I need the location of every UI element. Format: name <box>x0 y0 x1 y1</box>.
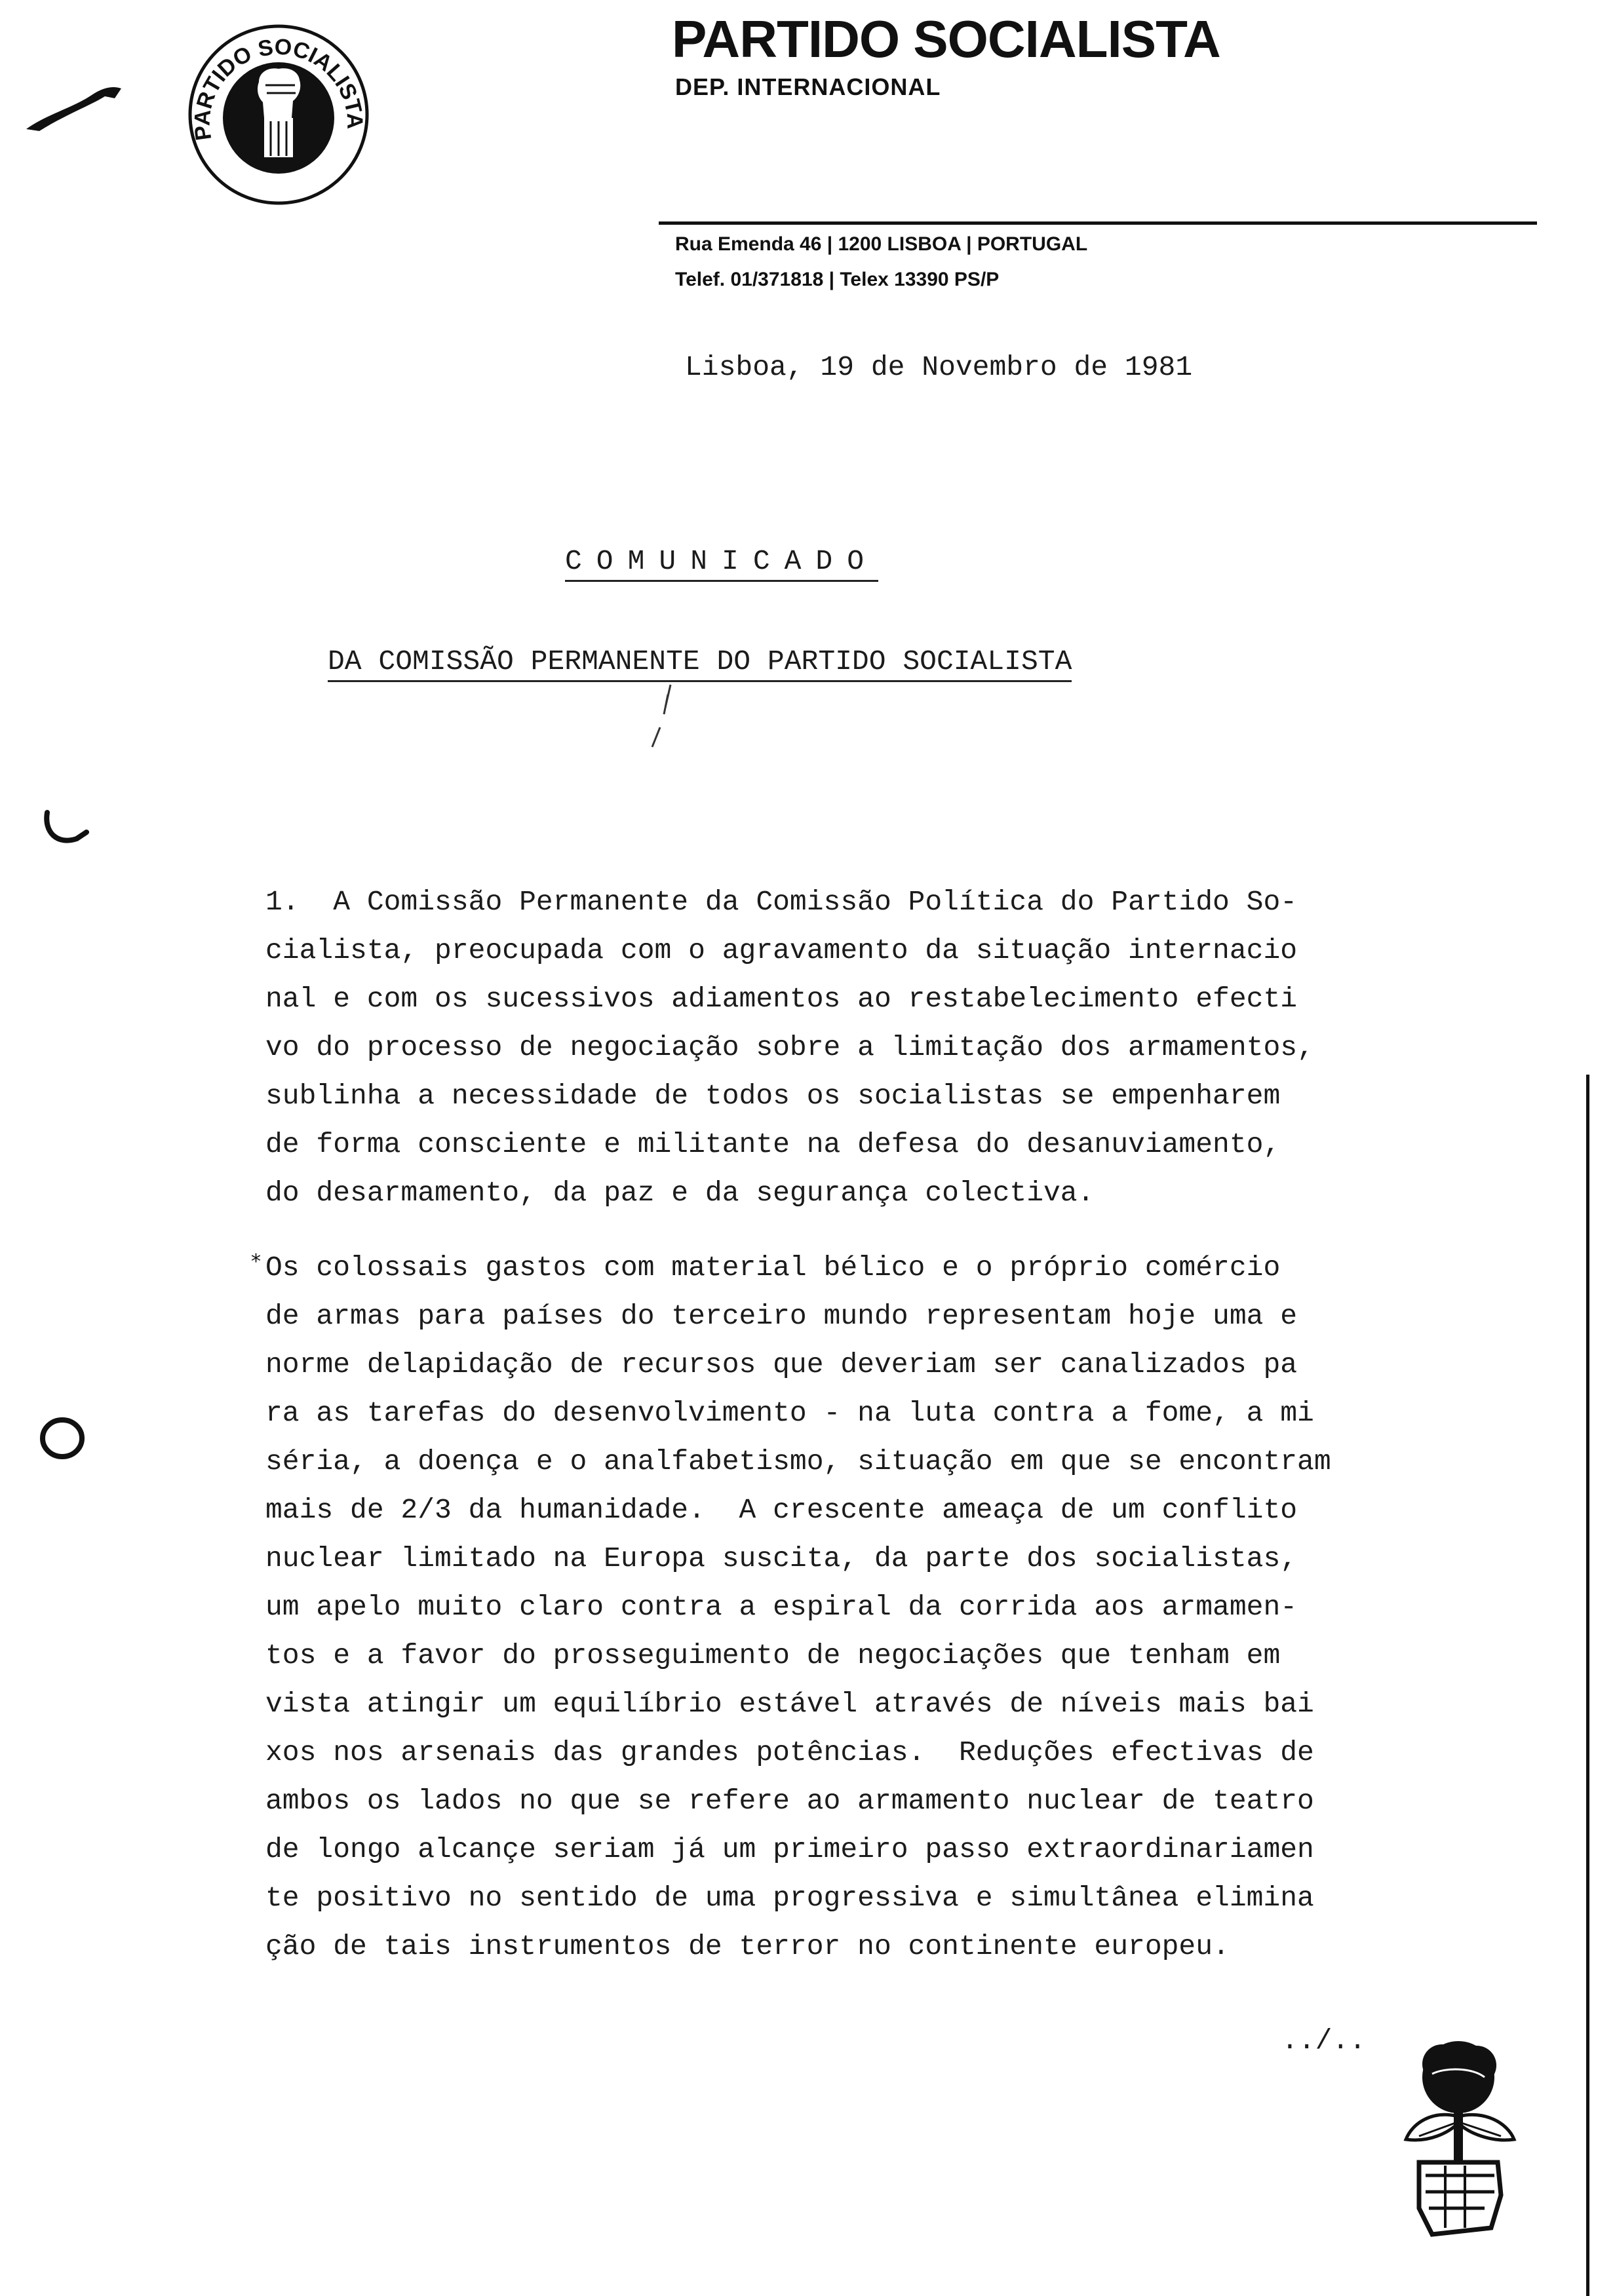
paragraph-2-line: séria, a doença e o analfabetismo, situação em que se encontram <box>265 1445 1331 1478</box>
handwritten-mark <box>646 681 685 754</box>
paragraph-1-line: cialista, preocupada com o agravamento da situação internacio <box>265 934 1298 966</box>
paragraph-2-line: norme delapidação de recursos que deveriam ser canalizados pa <box>265 1349 1298 1381</box>
paragraph-2-line: xos nos arsenais das grandes potências. Reduções efectivas de <box>265 1736 1314 1769</box>
paragraph-2-line: de longo alcançe seriam já um primeiro passo extraordinariamen <box>265 1833 1314 1866</box>
paragraph-2-line: mais de 2/3 da humanidade. A crescente ameaça de um conflito <box>265 1494 1298 1526</box>
margin-hook-mark <box>41 809 90 849</box>
paragraph-2-line: vista atingir um equilíbrio estável através de níveis mais bai <box>265 1688 1314 1720</box>
page-edge-line <box>1586 1075 1589 2296</box>
party-seal-logo <box>187 20 370 210</box>
rose-fist-logo <box>1380 2031 1537 2254</box>
paragraph-1-line: sublinha a necessidade de todos os socialistas se empenharem <box>265 1080 1281 1112</box>
paragraph-2-line: ra as tarefas do desenvolvimento - na luta contra a fome, a mi <box>265 1397 1314 1429</box>
paragraph-2-line: ambos os lados no que se refere ao armamento nuclear de teatro <box>265 1785 1314 1817</box>
document-date: Lisboa, 19 de Novembro de 1981 <box>685 351 1193 383</box>
contact-line: Telef. 01/371818 | Telex 13390 PS/P <box>675 269 1000 290</box>
paragraph-2-line: te positivo no sentido de uma progressiva e simultânea elimina <box>265 1882 1314 1914</box>
paragraph-1-line: do desarmamento, da paz e da segurança colectiva. <box>265 1177 1095 1209</box>
paragraph-2-line: um apelo muito claro contra a espiral da corrida aos armamen- <box>265 1591 1298 1623</box>
paragraph-1-line: nal e com os sucessivos adiamentos ao restabelecimento efecti <box>265 983 1298 1015</box>
binder-hole-mark <box>36 1412 88 1464</box>
asterisk-mark: * <box>251 1250 261 1273</box>
paragraph-2-line: Os colossais gastos com material bélico e o próprio comércio <box>265 1252 1281 1284</box>
page-continuation-mark: ../.. <box>1281 2025 1367 2057</box>
paragraph-2-line: tos e a favor do prosseguimento de negociações que tenham em <box>265 1639 1281 1672</box>
address-line: Rua Emenda 46 | 1200 LISBOA | PORTUGAL <box>675 233 1088 255</box>
paragraph-1-line: 1. A Comissão Permanente da Comissão Política do Partido So- <box>265 886 1298 918</box>
paragraph-2-line: nuclear limitado na Europa suscita, da parte dos socialistas, <box>265 1542 1298 1575</box>
department-name: DEP. INTERNACIONAL <box>675 73 941 100</box>
svg-text:PARTIDO SOCIALISTA: PARTIDO SOCIALISTA <box>189 34 368 142</box>
paragraph-2-line: de armas para países do terceiro mundo representam hoje uma e <box>265 1300 1298 1332</box>
paragraph-1-line: vo do processo de negociação sobre a limitação dos armamentos, <box>265 1031 1314 1063</box>
header-rule <box>659 221 1537 225</box>
document-subtitle: DA COMISSÃO PERMANENTE DO PARTIDO SOCIALISTA <box>328 645 1072 682</box>
ink-mark <box>0 69 131 147</box>
paragraph-1-line: de forma consciente e militante na defesa do desanuviamento, <box>265 1128 1281 1160</box>
party-name: PARTIDO SOCIALISTA <box>672 10 1220 68</box>
document-title: COMUNICADO <box>565 545 878 582</box>
paragraph-2-line: ção de tais instrumentos de terror no continente europeu. <box>265 1930 1230 1962</box>
